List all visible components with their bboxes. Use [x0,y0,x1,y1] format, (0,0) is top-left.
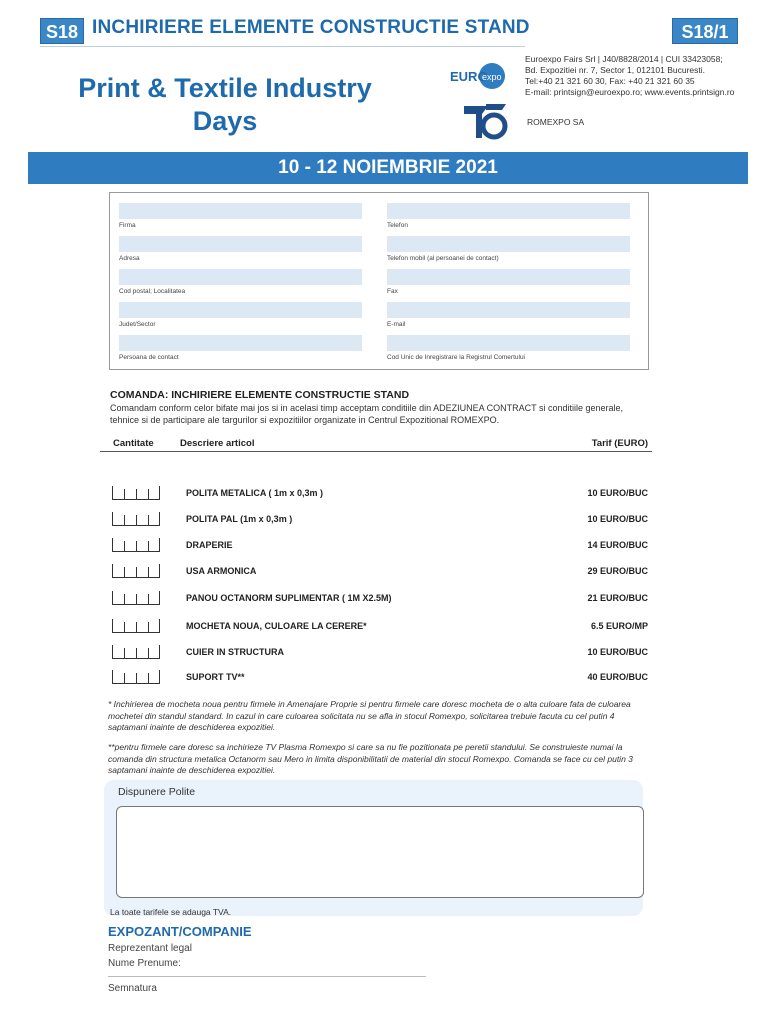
item-description: USA ARMONICA [186,566,257,576]
form-title: INCHIRIERE ELEMENTE CONSTRUCTIE STAND [92,17,530,38]
column-header-price: Tarif (EURO) [591,438,648,449]
field-cui[interactable] [387,335,630,361]
footnote-tv: **pentru firmele care doresc sa inchirieze TV Plasma Romexpo si care sa nu fie pozitionata pe peretii standului. Se construieste numai la comanda din structura metalica Octanorm sau Mero in limita disponibilitatii de material din stocul Romexpo. Comanda se face cu cel putin 3 saptamani inainte de deschiderea expozitiei. [108,742,633,775]
organizer-info-line: Tel:+40 21 321 60 30, Fax: +40 21 321 60 35 [525,76,695,86]
partner-name: ROMEXPO SA [527,117,585,127]
item-description: SUPORT TV** [186,672,245,682]
field-label: Cod Unic de Inregistrare la Registrul Comertului [387,354,526,361]
organizer-info-line: Euroexpo Fairs Srl | J40/8828/2014 | CUI 33423058; [525,54,723,64]
organizer-info [525,54,734,98]
item-price: 40 EURO/BUC [587,672,648,682]
full-name-label: Nume Prenume: [108,958,181,969]
order-text: Comandam conform celor bifate mai jos si in acelasi timp acceptam conditiile din ADEZIUNEA CONTRACT si conditiile generale, tehnice si de participare ale targurilor si expozitiilor organizate in Centrul Expozitional ROMEXPO. [110,403,624,425]
company-details-form [109,192,649,370]
event-dates-banner: 10 - 12 NOIEMBRIE 2021 [28,152,748,184]
item-price: 21 EURO/BUC [587,593,648,603]
adresa-input[interactable] [119,236,362,252]
organizer-info-line: E-mail: printsign@euroexpo.ro; www.events.printsign.ro [525,87,735,97]
euroexpo-logo [448,62,510,90]
item-description: POLITA METALICA ( 1m x 0,3m ) [186,488,324,498]
item-description: MOCHETA NOUA, CULOARE LA CERERE* [186,621,367,631]
quantity-input[interactable] [112,619,160,633]
item-description: CUIER IN STRUCTURA [186,647,284,657]
form-code-badge: S18 [40,18,84,44]
header-divider [100,451,652,452]
item-description: DRAPERIE [186,540,233,550]
field-telefon[interactable] [387,203,630,229]
order-row [0,668,770,688]
email-input[interactable] [387,302,630,318]
judet-input[interactable] [119,302,362,318]
order-row [0,617,770,637]
telefon-input[interactable] [387,203,630,219]
item-description: POLITA PAL (1m x 0,3m ) [186,514,293,524]
svg-text:EURO: EURO [450,69,488,84]
persoana-contact-input[interactable] [119,335,362,351]
order-row [0,562,770,582]
field-label: Judet/Sector [119,321,156,328]
column-header-description: Descriere articol [180,438,255,449]
event-name: Print & Textile Industry Days [78,73,372,136]
field-label: Telefon [387,222,408,229]
organizer-info-line: Bd. Expozitiei nr. 7, Sector 1, 012101 Bucuresti. [525,65,706,75]
vat-note: La toate tarifele se adauga TVA. [110,907,232,917]
quantity-input[interactable] [112,564,160,578]
cod-postal-input[interactable] [119,269,362,285]
exhibitor-title: EXPOZANT/COMPANIE [108,924,252,939]
field-label: Adresa [119,255,140,262]
quantity-input[interactable] [112,486,160,500]
quantity-input[interactable] [112,645,160,659]
romexpo-logo [462,100,510,140]
order-row [0,510,770,530]
order-row [0,643,770,663]
footnote-carpet: * Inchirierea de mocheta noua pentru firmele in Amenajare Proprie si pentru firmele care doresc mocheta de o alta culoare fata de culoarea mochetei din standul standard. In cazul in care culoarea solicitata nu se afla in stocul Romexpo, solicitarea trebuie facuta cu cel putin 4 saptamani inainte de deschiderea expozitiei. [108,699,631,732]
quantity-input[interactable] [112,591,160,605]
column-header-quantity: Cantitate [113,438,154,449]
field-label: Fax [387,288,398,295]
order-row [0,589,770,609]
order-row [0,536,770,556]
signature-line[interactable] [108,976,426,977]
item-price: 10 EURO/BUC [587,514,648,524]
item-price: 29 EURO/BUC [587,566,648,576]
item-price: 10 EURO/BUC [587,488,648,498]
order-title: COMANDA: INCHIRIERE ELEMENTE CONSTRUCTIE STAND [110,389,410,401]
field-label: Cod postal; Localitatea [119,288,186,295]
field-email[interactable] [387,302,630,328]
field-cod-postal[interactable] [119,269,362,295]
svg-text:expo: expo [482,72,502,82]
telefon-mobil-input[interactable] [387,236,630,252]
order-row [0,484,770,504]
quantity-input[interactable] [112,538,160,552]
field-telefon-mobil[interactable] [387,236,630,262]
field-adresa[interactable] [119,236,362,262]
quantity-input[interactable] [112,512,160,526]
cui-input[interactable] [387,335,630,351]
field-persoana-contact[interactable] [119,335,362,361]
shelf-layout-label: Dispunere Polite [118,786,196,798]
field-label: Persoana de contact [119,354,179,361]
firma-input[interactable] [119,203,362,219]
field-firma[interactable] [119,203,362,229]
item-description: PANOU OCTANORM SUPLIMENTAR ( 1M X2.5M) [186,593,392,603]
quantity-input[interactable] [112,670,160,684]
page-code-badge: S18/1 [672,18,738,44]
field-label: Firma [119,222,136,229]
field-label: E-mail [387,321,406,328]
item-price: 14 EURO/BUC [587,540,648,550]
signature-label: Semnatura [108,983,157,994]
item-price: 10 EURO/BUC [587,647,648,657]
legal-representative-label: Reprezentant legal [108,943,192,954]
title-divider [40,46,525,47]
field-judet[interactable] [119,302,362,328]
shelf-layout-textarea[interactable] [116,806,644,898]
fax-input[interactable] [387,269,630,285]
field-fax[interactable] [387,269,630,295]
field-label: Telefon mobil (al persoanei de contact) [387,255,499,262]
item-price: 6.5 EURO/MP [590,621,648,631]
